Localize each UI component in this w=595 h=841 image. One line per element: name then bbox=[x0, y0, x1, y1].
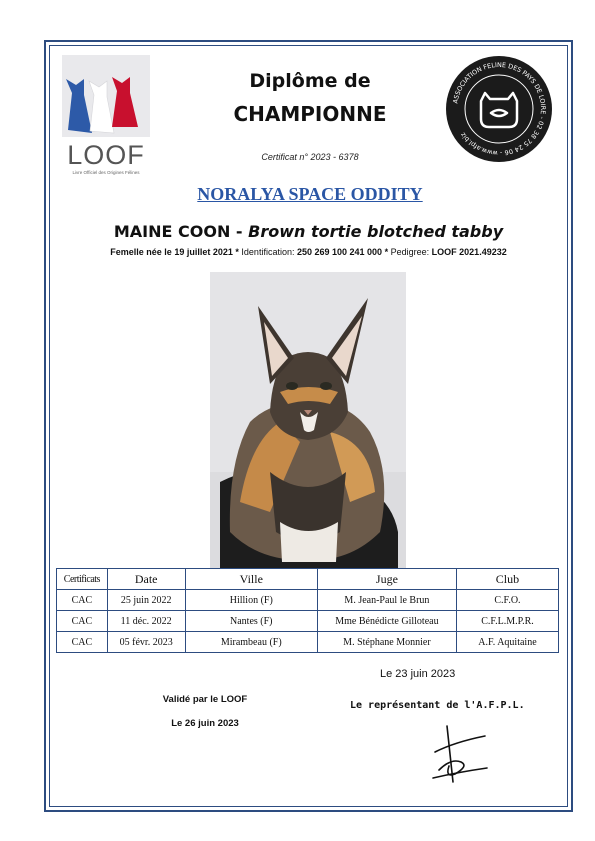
representative-label: Le représentant de l'A.F.P.L. bbox=[350, 700, 525, 711]
issue-date: Le 23 juin 2023 bbox=[380, 668, 456, 680]
signature-icon bbox=[425, 722, 495, 788]
cell-date: 25 juin 2022 bbox=[107, 590, 185, 611]
cell-city: Mirambeau (F) bbox=[185, 632, 317, 653]
cell-city: Hillion (F) bbox=[185, 590, 317, 611]
diploma-title-line2: CHAMPIONNE bbox=[233, 102, 387, 126]
loof-logo-text: LOOF bbox=[67, 140, 145, 170]
cell-certificate: CAC bbox=[57, 632, 108, 653]
details-separator: * bbox=[235, 247, 239, 257]
identification-label: Identification: bbox=[241, 247, 295, 257]
cell-judge: M. Jean-Paul le Brun bbox=[317, 590, 456, 611]
cell-club: C.F.O. bbox=[456, 590, 558, 611]
certificate-number: Certificat n° 2023 - 6378 bbox=[261, 152, 359, 162]
table-row bbox=[57, 632, 559, 653]
association-seal-icon bbox=[445, 55, 553, 163]
cell-judge: Mme Bénédicte Gilloteau bbox=[317, 611, 456, 632]
pedigree-label: Pedigree: bbox=[390, 247, 430, 257]
validated-date: Le 26 juin 2023 bbox=[171, 718, 239, 729]
column-header-certificats: Certificats bbox=[57, 569, 108, 590]
column-header-ville: Ville bbox=[185, 569, 317, 590]
cat-breed: MAINE COON bbox=[113, 222, 231, 241]
cell-date: 05 févr. 2023 bbox=[107, 632, 185, 653]
cat-color: Brown tortie blotched tabby bbox=[248, 222, 504, 241]
cell-club: A.F. Aquitaine bbox=[456, 632, 558, 653]
validated-by: Validé par le LOOF bbox=[162, 694, 248, 705]
details-separator: * bbox=[384, 247, 389, 257]
seal-text: ASSOCIATION FELINE DES PAYS DE LOIRE - 02 38 75 24 06 - www.afpl.biz bbox=[451, 60, 548, 158]
loof-logo-subtitle: Livre Officiel des Origines Félines bbox=[72, 170, 140, 175]
sex-label: Femelle née le bbox=[110, 247, 172, 257]
cat-name: NORALYA SPACE ODDITY bbox=[197, 184, 423, 204]
birth-date: 19 juillet 2021 bbox=[174, 247, 233, 257]
cat-photo bbox=[210, 272, 406, 568]
cat-breed-line bbox=[60, 222, 557, 241]
cell-club: C.F.L.M.P.R. bbox=[456, 611, 558, 632]
cell-judge: M. Stéphane Monnier bbox=[317, 632, 456, 653]
identification-value: 250 269 100 241 000 bbox=[296, 247, 383, 257]
cat-details bbox=[60, 247, 557, 257]
pedigree-value: LOOF 2021.49232 bbox=[431, 247, 507, 257]
column-header-date: Date bbox=[107, 569, 185, 590]
cell-date: 11 déc. 2022 bbox=[107, 611, 185, 632]
table-header-row bbox=[57, 569, 559, 590]
table-row bbox=[57, 590, 559, 611]
cell-certificate: CAC bbox=[57, 590, 108, 611]
cell-certificate: CAC bbox=[57, 611, 108, 632]
diploma-title-line1: Diplôme de bbox=[249, 70, 371, 92]
show-results-table bbox=[56, 568, 559, 653]
breed-separator: - bbox=[235, 222, 243, 241]
column-header-juge: Juge bbox=[317, 569, 456, 590]
cell-city: Nantes (F) bbox=[185, 611, 317, 632]
table-row bbox=[57, 611, 559, 632]
column-header-club: Club bbox=[456, 569, 558, 590]
